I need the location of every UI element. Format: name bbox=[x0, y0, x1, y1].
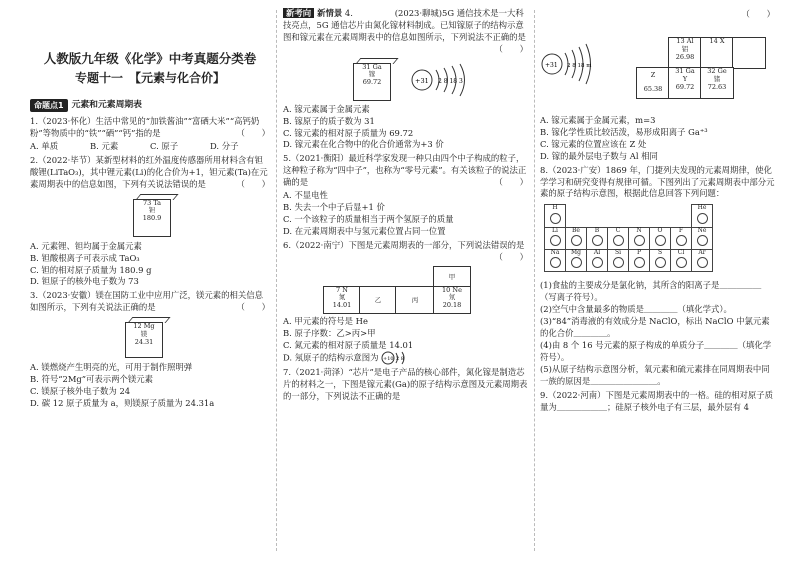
nucleus-charge: +31 bbox=[415, 76, 429, 85]
page-title: 人教版九年级《化学》中考真题分类卷 bbox=[43, 51, 257, 66]
option-d: D. 分子 bbox=[210, 140, 239, 151]
option-a: A. 镁燃烧产生明亮的光，可用于制作照明弹 bbox=[30, 362, 193, 373]
atomic-number: 73 bbox=[142, 198, 152, 207]
option-a: A. 不显电性 bbox=[283, 190, 328, 201]
atomic-number: 10 bbox=[442, 285, 451, 294]
question-text: 3.（2023·安徽）镁在国防工业中应用广泛，镁元素的相关信息如图所示，下列有关说法正确的是 bbox=[30, 290, 263, 313]
question-text: 8.（2023·广安）1869 年，门捷列夫发现的元素周期律，使化学学习和研究变得有规律可循。下图列出了元素周期表中部分元素的原子结构示意图，根据此信息回答下列问题： bbox=[540, 164, 775, 199]
element-symbol: C bbox=[615, 226, 621, 234]
element-symbol: B bbox=[594, 226, 600, 234]
atomic-mass: 65.38 bbox=[643, 84, 663, 93]
element-name: 镓 bbox=[368, 70, 376, 79]
periodic-table-fragment bbox=[283, 264, 528, 314]
element-symbol: N bbox=[636, 226, 642, 234]
sub-question-2: (2)空气中含量最多的物质是＿＿＿＿（填化学式）。 bbox=[540, 304, 732, 315]
gallium-figure bbox=[283, 56, 528, 102]
element-cell bbox=[650, 227, 671, 249]
option-d: D. 镓元素在化合物中的化合价通常为+3 价 bbox=[283, 139, 444, 150]
periodic-table-figure bbox=[540, 202, 775, 278]
answer-paren: （ ） bbox=[236, 302, 270, 313]
option-c: C. 氮元素的相对原子质量是 14.01 bbox=[283, 339, 414, 350]
element-cell bbox=[692, 249, 713, 271]
atomic-mass: 72.63 bbox=[707, 82, 727, 91]
question-7-continued bbox=[540, 9, 775, 163]
element-cell bbox=[671, 227, 692, 249]
option-b: B. 元素 bbox=[90, 140, 119, 151]
element-name: 氮 bbox=[338, 293, 346, 302]
atom-ring-icon bbox=[613, 235, 624, 246]
element-symbol: Ga bbox=[685, 66, 695, 75]
column-divider bbox=[534, 10, 535, 551]
element-symbol: S bbox=[657, 248, 663, 256]
option-a: A. 镓元素属于金属元素 bbox=[283, 103, 370, 114]
option-d: D. 钽原子的核外电子数为 73 bbox=[30, 276, 139, 287]
atom-ring-icon bbox=[634, 235, 645, 246]
atomic-number: 31 bbox=[675, 66, 684, 75]
element-symbol: N bbox=[342, 285, 348, 294]
atom-ring-icon bbox=[550, 235, 561, 246]
new-scene-tag: 新情景 bbox=[317, 8, 343, 18]
page-subtitle: 专题十一 【元素与化合价】 bbox=[74, 70, 225, 85]
option-b: B. 符号“2Mg”可表示两个镁元素 bbox=[30, 374, 154, 385]
element-cell bbox=[545, 249, 566, 271]
shell-electrons: 2 8 bbox=[396, 356, 405, 363]
position-y: Y bbox=[682, 74, 688, 83]
element-cell bbox=[629, 227, 650, 249]
nucleus-charge: +10 bbox=[383, 356, 394, 363]
atomic-number: 31 bbox=[362, 62, 371, 71]
answer-paren: （ ） bbox=[494, 177, 528, 188]
element-cell-figure bbox=[30, 193, 270, 239]
element-symbol: Li bbox=[552, 226, 558, 234]
question-6 bbox=[283, 240, 528, 366]
option-c: C. 一个该粒子的质量相当于两个氢原子的质量 bbox=[283, 213, 454, 224]
option-d bbox=[283, 351, 528, 365]
question-text: 5.（2021·衡阳）最近科学家发现一种只由四个中子构成的粒子，这种粒子称为“四中子”，也称为“零号元素”。有关该粒子的说法正确的是 bbox=[283, 153, 527, 188]
element-symbol: H bbox=[552, 204, 558, 212]
element-symbol: Ge bbox=[717, 66, 727, 75]
question-8 bbox=[540, 165, 775, 388]
column-middle bbox=[283, 8, 528, 404]
atomic-mass: 69.72 bbox=[362, 78, 382, 87]
atomic-number: 7 bbox=[336, 285, 341, 294]
sub-question-1: (1)食盐的主要成分是氯化钠，其所含的阳离子是＿＿＿＿＿（写离子符号）。 bbox=[540, 280, 762, 303]
shell-electrons: 2 8 18 m bbox=[567, 62, 592, 69]
element-cell bbox=[587, 249, 608, 271]
element-symbol: Al bbox=[593, 248, 601, 256]
element-symbol: Be bbox=[572, 226, 580, 234]
atom-ring-icon bbox=[697, 257, 708, 268]
atom-ring-icon bbox=[592, 257, 603, 268]
sub-question-4: (4)由 8 个 16 号元素的原子构成的单质分子＿＿＿＿（填化学符号）。 bbox=[540, 339, 772, 362]
option-d: D. 镓的最外层电子数与 Al 相同 bbox=[540, 150, 658, 161]
option-b: B. 钽酸根离子可表示成 TaO₃ bbox=[30, 252, 140, 263]
atomic-number: 13 bbox=[676, 36, 685, 45]
element-name: 氖 bbox=[448, 293, 456, 302]
option-a: A. 元素锂、钽均属于金属元素 bbox=[30, 240, 142, 251]
element-symbol: He bbox=[697, 204, 707, 212]
question-text: 7.（2021·菏泽）“芯片”是电子产品的核心部件，氮化镓是制造芯片的材料之一，下图是镓元素(Ga)的原子结构示意图及元素周期表的一部分，下列说法不正确的是 bbox=[283, 367, 528, 402]
atom-ring-icon bbox=[655, 257, 666, 268]
element-cell bbox=[608, 227, 629, 249]
atomic-mass: 20.18 bbox=[442, 301, 462, 310]
element-symbol: Ar bbox=[698, 248, 706, 256]
question-2 bbox=[30, 155, 270, 288]
sub-question-5: (5)从原子结构示意图分析，氧元素和硫元素排在同周期表中同一族的原因是＿＿＿＿＿＿＿＿。 bbox=[540, 363, 770, 386]
option-b: B. 镓原子的质子数为 31 bbox=[283, 115, 375, 126]
element-symbol: Na bbox=[550, 248, 560, 256]
neon-atom-diagram bbox=[381, 351, 415, 365]
atomic-number: 12 bbox=[133, 322, 142, 331]
atomic-number: 32 bbox=[707, 66, 716, 75]
element-symbol: Ne bbox=[452, 285, 462, 294]
question-text: 9.（2022·河南）下图是元素周期表中的一格。硅的相对原子质量为＿＿＿＿＿＿；硅原子核外电子有三层，最外层有 4 bbox=[540, 389, 773, 412]
option-b: B. 镓化学性质比较活泼，易形成阳离子 Ga⁺³ bbox=[540, 126, 708, 137]
element-symbol: Cl bbox=[677, 248, 685, 256]
element-cell bbox=[545, 227, 566, 249]
section-label: 元素和元素周期表 bbox=[71, 100, 142, 111]
option-c: C. 镓元素的相对原子质量为 69.72 bbox=[283, 127, 414, 138]
question-text: 2.（2022·毕节）某新型材料的红外温度传感器所用材料含有钽酸锂(LiTaO₃)，其中锂元素(Li)的化合价为+1，钽元素(Ta)在元素周期表中的信息如图，下列有关说法错误的是 bbox=[30, 154, 268, 189]
atomic-mass: 180.9 bbox=[142, 214, 162, 223]
column-left bbox=[30, 8, 270, 410]
atom-ring-icon bbox=[697, 235, 708, 246]
sub-question-3: (3)“84”消毒液的有效成分是 NaClO，标出 NaClO 中氯元素的化合价＿＿＿＿。 bbox=[540, 316, 770, 339]
position-z: Z bbox=[650, 70, 656, 79]
gallium-table-figure bbox=[540, 21, 775, 113]
section-badge: 命题点1 bbox=[30, 99, 68, 112]
question-9 bbox=[540, 390, 775, 414]
atom-ring-icon bbox=[676, 235, 687, 246]
question-7 bbox=[283, 367, 528, 403]
answer-paren: （ ） bbox=[236, 178, 270, 189]
element-cell bbox=[650, 249, 671, 271]
question-text: 4. (2023·聊城)5G 通信技术是一大科技亮点，5G 通信芯片由氮化镓材料制成。已知镓原子的结构示意图和镓元素在元素周期表中的信息如图所示，下列说法不正确的是 bbox=[283, 8, 526, 42]
atom-ring-icon bbox=[571, 235, 582, 246]
element-symbol: Mg bbox=[143, 322, 155, 331]
element-symbol: O bbox=[657, 226, 663, 234]
atomic-number: 14 bbox=[709, 36, 718, 45]
atom-ring-icon bbox=[697, 213, 708, 224]
element-name: 锗 bbox=[713, 74, 721, 83]
option-a: A. 镓元素属于金属元素，m=3 bbox=[540, 114, 656, 125]
atom-ring-icon bbox=[613, 257, 624, 268]
atom-ring-icon bbox=[676, 257, 687, 268]
element-cell bbox=[608, 249, 629, 271]
element-symbol: F bbox=[678, 226, 684, 234]
option-c: C. 镓元素的位置应该在 Z 处 bbox=[540, 138, 647, 149]
element-cell bbox=[587, 227, 608, 249]
atom-ring-icon bbox=[571, 257, 582, 268]
option-a: A. 甲元素的符号是 He bbox=[283, 315, 368, 326]
atom-structure-diagram bbox=[540, 39, 600, 89]
element-name: 钽 bbox=[148, 206, 156, 215]
answer-paren: （ ） bbox=[494, 251, 528, 262]
section-header bbox=[30, 99, 270, 112]
atom-ring-icon bbox=[634, 257, 645, 268]
element-symbol: Mg bbox=[571, 248, 581, 256]
question-3 bbox=[30, 290, 270, 410]
atom-ring-icon bbox=[550, 213, 561, 224]
atom-ring-icon bbox=[592, 235, 603, 246]
answer-paren: （ ） bbox=[494, 43, 528, 54]
option-d-text: D. 氖原子的结构示意图为 bbox=[283, 352, 379, 363]
element-symbol: Ta bbox=[153, 198, 162, 207]
element-cell bbox=[545, 205, 566, 227]
element-name: 铝 bbox=[681, 44, 689, 53]
answer-paren: （ ） bbox=[236, 128, 270, 139]
column-divider bbox=[276, 10, 277, 551]
question-text: 6.（2022·南宁）下图是元素周期表的一部分，下列说法错误的是 bbox=[283, 239, 525, 250]
element-symbol: Ga bbox=[372, 62, 382, 71]
atomic-mass: 69.72 bbox=[675, 82, 695, 91]
element-symbol: Al bbox=[686, 36, 694, 45]
cell-jia: 甲 bbox=[433, 266, 471, 288]
atom-ring-icon bbox=[655, 235, 666, 246]
option-b: B. 原子序数：乙>丙>甲 bbox=[283, 327, 376, 338]
atomic-mass: 26.98 bbox=[675, 52, 695, 61]
element-cell bbox=[671, 249, 692, 271]
atomic-mass: 24.31 bbox=[134, 337, 154, 346]
element-cell bbox=[566, 227, 587, 249]
element-symbol: Si bbox=[614, 248, 622, 256]
shell-electrons: 2 8 18 3 bbox=[438, 77, 463, 85]
atom-structure-diagram bbox=[408, 62, 488, 98]
option-b: B. 失去一个中子后显+1 价 bbox=[283, 202, 385, 213]
element-symbol: X bbox=[719, 36, 725, 45]
question-4 bbox=[283, 8, 528, 151]
element-symbol: Ne bbox=[697, 226, 707, 234]
option-c: C. 钽的相对原子质量为 180.9 g bbox=[30, 264, 152, 275]
option-d: D. 碳 12 原子质量为 a，则镁原子质量为 24.31a bbox=[30, 397, 215, 408]
element-name: 镁 bbox=[140, 330, 148, 338]
element-cell-figure bbox=[30, 316, 270, 360]
new-trend-tag: 新考向 bbox=[283, 8, 314, 18]
nucleus-charge: +31 bbox=[545, 61, 558, 69]
answer-paren: （ ） bbox=[741, 9, 775, 19]
question-text: 1.（2023·怀化）生活中常见的“加铁酱油”“富硒大米”“高钙奶粉”等物质中的“铁”“硒”“钙”指的是 bbox=[30, 116, 260, 139]
periodic-table bbox=[544, 204, 713, 272]
column-right bbox=[540, 8, 775, 415]
element-cell bbox=[692, 227, 713, 249]
atomic-mass: 14.01 bbox=[332, 301, 352, 310]
option-c: C. 镁原子核外电子数为 24 bbox=[30, 386, 131, 397]
element-symbol: P bbox=[636, 248, 642, 256]
question-1 bbox=[30, 116, 270, 153]
cell-bing: 丙 bbox=[395, 286, 435, 314]
element-cell bbox=[629, 249, 650, 271]
element-cell bbox=[692, 205, 713, 227]
question-5 bbox=[283, 153, 528, 237]
option-c: C. 原子 bbox=[150, 140, 179, 151]
atom-ring-icon bbox=[550, 257, 561, 268]
cell-yi: 乙 bbox=[359, 286, 397, 314]
option-d: D. 在元素周期表中与氢元素位置占同一位置 bbox=[283, 225, 446, 236]
option-a: A. 单质 bbox=[30, 140, 59, 151]
element-cell bbox=[566, 249, 587, 271]
